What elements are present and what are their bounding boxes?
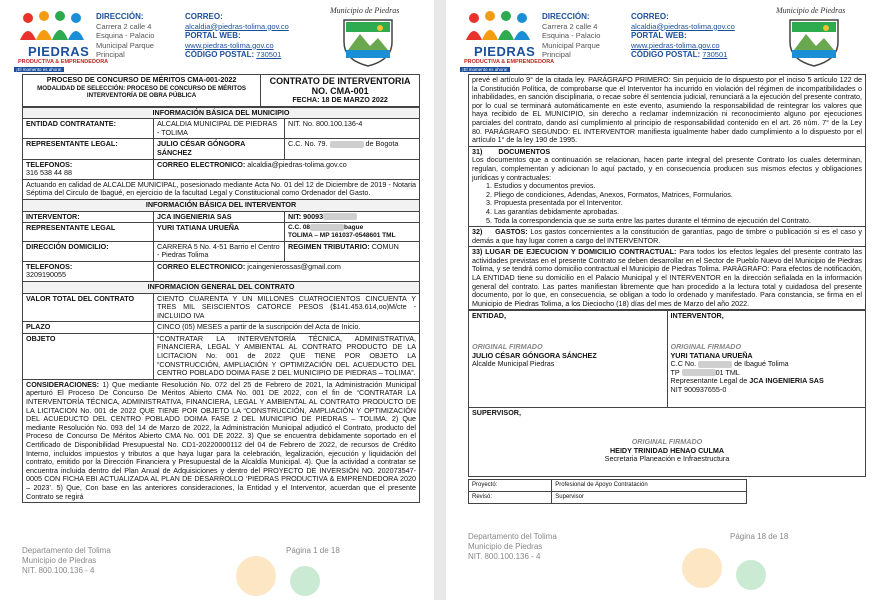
clause-31: 31) DOCUMENTOS Los documentos que a continuación se relacionan, hacen parte integral del presente Contrato los cuales determinan, regulan, complementan y adicionan lo aquí pactado, y en consecuencia producen sus mismos efectos y obligaciones jurídicas y contractuales: 1. Estudios y documentos previos. 2. Pliego de condiciones, Adendas, Anexos, Formatos, Matrices, Formularios. 3. Propuesta presentada por el Interventor. 4. Las garantías debidamente aprobadas. 5. Toda la correspondencia que se surta entre las partes durante el término de ejecución del Contrato. [469, 146, 866, 226]
contract-table [22, 74, 420, 503]
postal-title: CÓDIGO POSTAL: [185, 50, 255, 59]
postal-code: 730501 [702, 50, 728, 59]
objeto-value: “CONTRATAR LA INTERVENTORÍA TÉCNICA, ADMINISTRATIVA, FINANCIERA, LEGAL Y AMBIENTAL AL CONTRATO PRODUCTO DE LA LICITACION No. 001 de 2022 QUE TIENE POR OBJETO LA “CONSTRUCCIÓN, AMPLIACIÓN Y OPTIMIZACIÓN DEL ACUEDUCTO DEL CENTRO POBLADO DOIMA FASE 2 DEL MUNICIPIO DE PIEDRAS – TOLIMA”. [154, 333, 420, 379]
signature-interventor: INTERVENTOR, ORIGINAL FIRMADO YURI TATIANA URUEÑA C.C No. de Ibagué Tolima TP 01 TML Representante Legal de JCA INGENIERIA SAS NIT 900937655-0 [667, 311, 866, 408]
email-link[interactable]: alcaldia@piedras-tolima.gov.co [631, 21, 735, 31]
rep2-cc: C.C. 08 bague TOLIMA – MP 161037-0548601 TML [285, 223, 420, 241]
phones2-cell: TELEFONOS: 3209190055 [23, 261, 154, 281]
documents-list [472, 182, 862, 225]
municipio-label: Municipio de Piedras [776, 6, 846, 15]
email2-cell: CORREO ELECTRONICO: jcaingenierossas@gmail.com [154, 261, 420, 281]
signatures-table [468, 310, 866, 477]
considerations-label: CONSIDERACIONES: [26, 379, 100, 389]
page-gap [434, 0, 446, 600]
document-page-1 [0, 0, 434, 600]
piedras-logo [460, 10, 555, 72]
watermark-shape [682, 548, 722, 588]
modalidad-text: MODALIDAD DE SELECCIÓN: PROCESO DE CONCURSO DE MÉRITOS INTERVENTORÍA DE OBRA PÚBLICA [37, 84, 247, 100]
footer-nit: NIT. 800.100.136 - 4 [22, 566, 95, 575]
phones-value: 316 538 44 88 [26, 168, 72, 178]
value-value: CIENTO CUARENTA Y UN MILLONES CUATROCIENTOS CINCUENTA Y TRES MIL SEISCIENTOS CATORCE PESOS ($141.453.614,oo)M/cte - INCLUIDO IVA [154, 293, 420, 322]
intro-clause: prevé el artículo 9° de la citada ley. PARÁGRAFO PRIMERO: Sin perjuicio de lo dispuesto por el inciso 5 artículo 122 de la Constitución Política, de comprobarse que el Interventor ha incurrido en violación del régimen de incompatibilidades o inhabilidades, en sanción disciplinaria, o recae sobre él sentencia judicial, renunciará a la ejecución del presente contrato, por lo cual se terminará automáticamente en este evento, asumiendo la responsabilidad de reintegrar los valores que haya recibido de EL MUNICIPIO, sin derecho a reclamar indemnización ni reconocimiento alguno por ejecuciones parciales del contrato, dando así cumplimiento al principio de responsabilidad contenido en el art. 26 núm. 7° de la Ley 80. PARÁGRAFO SEGUNDO: EL INTERVENTOR manifiesta igualmente haber dado cumplimiento a lo dispuesto por el artículo 1° de la ley 190 de 1995. [469, 75, 866, 147]
list-item: 2. Pliego de condiciones, Adendas, Anexos, Formatos, Matrices, Formularios. [494, 191, 862, 200]
list-item: 1. Estudios y documentos previos. [494, 182, 862, 191]
redacted-block [310, 224, 344, 231]
section-municipio: INFORMACIÓN BÁSICA DEL MUNICIPIO [23, 107, 420, 119]
domicile-label: DIRECCIÓN DOMICILIO: [23, 241, 154, 261]
email-label: CORREO ELECTRONICO: [157, 159, 246, 169]
footer-muni: Municipio de Piedras [22, 556, 97, 565]
entity-nit: NIT. No. 800.100.136-4 [285, 119, 420, 139]
contract-date: FECHA: 18 DE MARZO 2022 [292, 95, 388, 104]
plazo-label: PLAZO [23, 322, 154, 334]
logo-slogan: ¡El momento es ahora! [462, 67, 508, 72]
people-figures-icon [460, 10, 540, 44]
plazo-value: CINCO (05) MESES a partir de la suscripción del Acta de Inicio. [154, 322, 420, 334]
page-footer [22, 546, 111, 576]
email-value: alcaldia@piedras-tolima.gov.co [247, 159, 347, 169]
people-figures-icon [14, 10, 94, 44]
redacted-block [682, 369, 716, 376]
domicile-value: CARRERA 5 No. 4-51 Barrio el Centro - Piedras Tolima [154, 241, 285, 261]
section-general: INFORMACION GENERAL DEL CONTRATO [23, 281, 420, 293]
email-title: CORREO: [185, 12, 223, 21]
phones-cell [23, 159, 154, 179]
coat-of-arms-icon [340, 16, 396, 68]
entity-value: ALCALDIA MUNICIPAL DE PIEDRAS - TOLIMA [154, 119, 285, 139]
list-item: 5. Toda la correspondencia que se surta entre las partes durante el término de ejecución del Contrato. [494, 217, 862, 226]
review-table: Proyectó: Profesional de Apoyo Contratación Revisó: Supervisor [468, 479, 747, 503]
interventor-value: JCA INGENIERIA SAS [154, 211, 285, 223]
interventor-nit: NIT: 90093 [285, 211, 420, 223]
watermark-shape [736, 560, 766, 590]
logo-text: PIEDRAS [474, 44, 536, 59]
interventor-label: INTERVENTOR: [23, 211, 154, 223]
footer-dept: Departamento del Tolima [22, 546, 111, 555]
contract-number: CONTRATO DE INTERVENTORIA NO. CMA-001 [269, 76, 411, 96]
address-block: DIRECCIÓN: Carrera 2 calle 4 Esquina - Palacio Municipal Parque Principal [542, 12, 601, 59]
page-header [456, 6, 870, 72]
regime-cell: REGIMEN TRIBUTARIO: COMUN [285, 241, 420, 261]
redacted-block [698, 361, 732, 368]
list-item: 3. Propuesta presentada por el Interventor. [494, 199, 862, 208]
logo-tagline: PRODUCTIVA & EMPRENDEDORA [464, 59, 555, 65]
piedras-logo [14, 10, 109, 72]
email-cell [154, 159, 420, 179]
logo-text: PIEDRAS [28, 44, 90, 59]
contact-block: CORREO: alcaldia@piedras-tolima.gov.co PORTAL WEB: www.piedras-tolima.gov.co CÓDIGO POSTAL: 730501 [631, 12, 735, 59]
watermark-shape [236, 556, 276, 596]
list-item: 4. Las garantías debidamente aprobadas. [494, 208, 862, 217]
redacted-block [330, 141, 364, 148]
clause-32: 32) GASTOS: Los gastos concernientes a la constitución de garantías, pago de timbre o publicación si es el caso y demás a que hay lugar corren a cargo del INTERVENTOR. [469, 227, 866, 247]
address-text: Carrera 2 calle 4 Esquina - Palacio Municipal Parque Principal [96, 21, 155, 59]
signature-entidad: ENTIDAD, ORIGINAL FIRMADO JULIO CÉSAR GÓNGORA SÁNCHEZ Alcalde Municipal Piedras [469, 311, 668, 408]
municipio-label: Municipio de Piedras [330, 6, 400, 15]
objeto-label: OBJETO [23, 333, 154, 379]
logo-slogan: ¡El momento es ahora! [16, 67, 62, 72]
redacted-block [323, 213, 357, 220]
page-number: Página 1 de 18 [286, 546, 340, 555]
logo-tagline: PRODUCTIVA & EMPRENDEDORA [18, 59, 109, 65]
rep-legal-label: REPRESENTANTE LEGAL: [23, 139, 154, 159]
address-block [96, 12, 168, 60]
phones-label: TELEFONOS: [26, 159, 73, 169]
document-page-18 [446, 0, 880, 600]
contact-block [185, 12, 325, 60]
postal-code: 730501 [256, 50, 282, 59]
process-title: PROCESO DE CONCURSO DE MÉRITOS CMA-001-2022 [46, 75, 237, 84]
considerations-cell [23, 379, 420, 502]
coat-of-arms-icon [786, 16, 842, 68]
address-title: DIRECCIÓN: [96, 12, 144, 21]
contract-number-cell [261, 75, 420, 107]
considerations-text: 1) Que mediante Resolución No. 072 del 25 de Febrero de 2021, la Administración Municipal aperturó El Proceso De Concurso De Méritos Abierto CMA No. 001 DE 2022, con el fin de “CONTRATAR LA INTERVENTORÍA TÉCNICA, ADMINISTRATIVA, FINANCIERA, LEGAL Y AMBIENTAL AL CONTRATO PRODUCTO DE LA LICITACION No. 001 de 2022 QUE TIENE POR OBJETO LA “CONSTRUCCIÓN, AMPLIACIÓN Y OPTIMIZACIÓN DEL ACUEDUCTO DEL CENTRO POBLADO DOIMA FASE 2 DEL MUNICIPIO DE PIEDRAS – TOLIMA. 2) Que mediante Resolución No. 093 del 14 de Marzo de 2022, la Administración Municipal adjudicó el Contrato, producto del Proceso de Concurso De Méritos Abierto CMA No. 001 DE 2022. 3) Que se encuentra debidamente soportado en el Certificado de Disponibilidad Presupuestal No. CD1-20220000112 del 04 de Febrero de 2022, de recursos de Crédito Interno, incluidos impuestos y tributos a que haya lugar para la celebración, legalización, ejecución y liquidación del contrato, emitido por la Dirección Financiera y Presupuestal de la Alcaldía Municipal. 4). Que la actividad a contratar se encuentra incluida dentro del Plan Anual de Adquisiciones y dentro del PROYECTO DE INVERSIÓN NO. 202073547-0005 CON FICHA EBI ACTUALIZADA AL PLAN DE DESARROLLO ‘PIEDRAS PRODUCTIVA & EMPRENDEDORA 2020 – 2023’. 5) Que, Con base en las anteriores consideraciones, la Entidad y el Interventor, acuerdan que el presente Contrato se regirá [26, 379, 416, 501]
rep2-label: REPRESENTANTE LEGAL [23, 223, 154, 241]
rep2-value: YURI TATIANA URUEÑA [154, 223, 285, 241]
portal-title: PORTAL WEB: [185, 31, 241, 40]
email-link[interactable]: alcaldia@piedras-tolima.gov.co [185, 21, 289, 31]
signature-supervisor: SUPERVISOR, ORIGINAL FIRMADO HEIDY TRINIDAD HENAO CULMA Secretaria Planeación e Infraestructura [469, 408, 866, 477]
watermark-shape [290, 566, 320, 596]
clause-33: 33) LUGAR DE EJECUCION Y DOMICILIO CONTRACTUAL: Para todos los efectos legales del presente contrato las actividades previstas en el presente Contrato se deben desarrollar en el Sector de Pueblo Nuevo del Municipio de Piedras Tolima, y se tendrá como domicilio contractual el Municipio de Piedras Tolima. PARÁGRAFO: Para efectos de notificación, LA ENTIDAD tiene su domicilio en el Palacio Municipal y el INTERVENTOR en la dirección señalada en la información general del contrato. Las partes manifiestan libremente que han procedido a la lectura total y cuidadosa del presente documento, por lo que, en consecuencia, se obligan a todo lo ordenado y manifestado. Para constancia, se firma en el Municipio de Piedras Tolima, a los Dieciocho (18) días del mes de Marzo del año 2022. [469, 247, 866, 310]
rep-legal-cc: C.C. No. 79. de Bogota [285, 139, 420, 159]
portal-link[interactable]: www.piedras-tolima.gov.co [185, 40, 274, 50]
section-interventor: INFORMACIÓN BÁSICA DEL INTERVENTOR [23, 199, 420, 211]
entity-label: ENTIDAD CONTRATANTE: [23, 119, 154, 139]
contract-clauses [468, 74, 866, 504]
rep-legal-value: JULIO CÉSAR GÓNGORA SÁNCHEZ [154, 139, 285, 159]
value-label: VALOR TOTAL DEL CONTRATO [23, 293, 154, 322]
page-footer: Departamento del Tolima Municipio de Piedras NIT. 800.100.136 - 4 [468, 532, 557, 561]
portal-link[interactable]: www.piedras-tolima.gov.co [631, 40, 720, 50]
page-number: Página 18 de 18 [730, 532, 789, 541]
actuando-text: Actuando en calidad de ALCALDE MUNICIPAL, posesionado mediante Acta No. 01 del 12 de Diciembre de 2019 - Notaria Séptima del Circulo de Ibagué, en ejercicio de la facultad Legal y Constitucional como Ordenador del Gasto. [23, 179, 420, 199]
process-cell [23, 75, 261, 107]
page-header [10, 6, 424, 72]
